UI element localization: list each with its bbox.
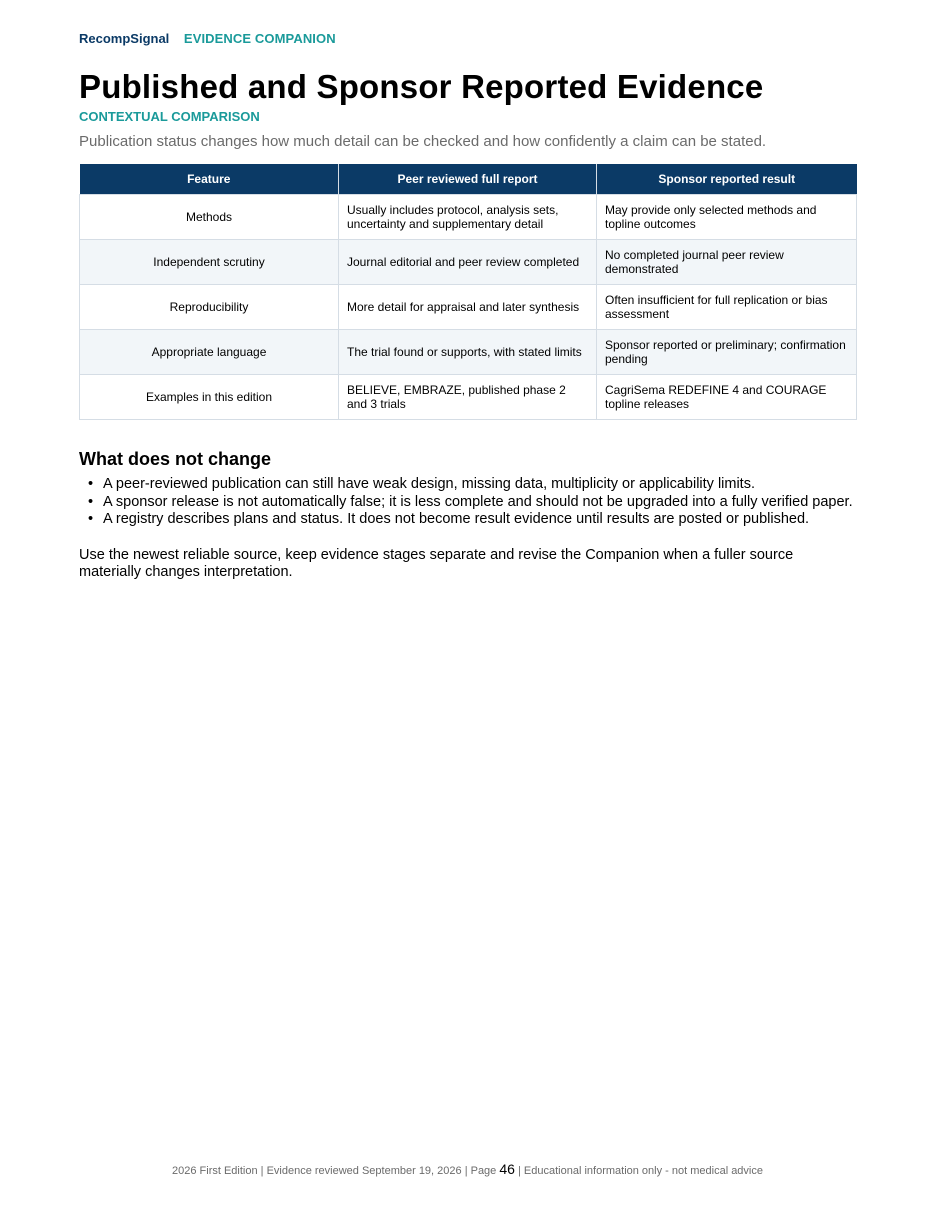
list-item-text: A registry describes plans and status. It does not become result evidence until results are posted or published. <box>103 511 810 527</box>
table-row <box>80 330 857 375</box>
running-head <box>79 31 336 46</box>
table-cell-feature: Reproducibility <box>80 285 339 330</box>
bullet-icon: • <box>88 476 94 492</box>
table-row <box>80 195 857 240</box>
list-item-text: A sponsor release is not automatically false; it is less complete and should not be upgraded into a fully verified paper. <box>103 493 853 510</box>
table-cell-feature: Appropriate language <box>80 330 339 375</box>
table-cell-peer-reviewed: More detail for appraisal and later synthesis <box>339 285 597 330</box>
bullet-list <box>79 476 853 529</box>
bullet-icon: • <box>88 511 94 527</box>
lede: Publication status changes how much detail can be checked and how confidently a claim can be stated. <box>79 133 767 150</box>
footer-disclaimer: | Educational information only - not medical advice <box>518 1165 763 1177</box>
table-cell-feature: Independent scrutiny <box>80 240 339 285</box>
page-footer <box>0 1161 935 1177</box>
table-cell-peer-reviewed: BELIEVE, EMBRAZE, published phase 2 and 3 trials <box>339 375 597 420</box>
column-header-peer-reviewed: Peer reviewed full report <box>339 164 597 195</box>
table-row <box>80 375 857 420</box>
page-number: 46 <box>499 1161 515 1177</box>
table-cell-sponsor-reported: May provide only selected methods and topline outcomes <box>597 195 857 240</box>
table-cell-sponsor-reported: CagriSema REDEFINE 4 and COURAGE topline releases <box>597 375 857 420</box>
list-item-text: A peer-reviewed publication can still have weak design, missing data, multiplicity or applicability limits. <box>103 476 755 492</box>
list-item <box>79 511 853 529</box>
footer-edition: 2026 First Edition | Evidence reviewed September 19, 2026 | Page <box>172 1165 497 1177</box>
table-row <box>80 285 857 330</box>
table-row <box>80 240 857 285</box>
table-cell-peer-reviewed: Journal editorial and peer review completed <box>339 240 597 285</box>
table-cell-sponsor-reported: Often insufficient for full replication or bias assessment <box>597 285 857 330</box>
kicker: CONTEXTUAL COMPARISON <box>79 109 260 124</box>
list-item <box>79 494 853 512</box>
bullet-icon: • <box>88 493 94 510</box>
brand-name: RecompSignal <box>79 31 170 46</box>
table-cell-feature: Examples in this edition <box>80 375 339 420</box>
table-header-row <box>80 164 857 195</box>
comparison-table <box>79 164 857 420</box>
closing-paragraph: Use the newest reliable source, keep evidence stages separate and revise the Companion when a fuller source materially changes interpretation. <box>79 546 794 580</box>
section-heading: What does not change <box>79 449 272 469</box>
table-cell-sponsor-reported: Sponsor reported or preliminary; confirmation pending <box>597 330 857 375</box>
table-cell-peer-reviewed: Usually includes protocol, analysis sets, uncertainty and supplementary detail <box>339 195 597 240</box>
table-cell-peer-reviewed: The trial found or supports, with stated limits <box>339 330 597 375</box>
column-header-sponsor-reported: Sponsor reported result <box>597 164 857 195</box>
table-cell-sponsor-reported: No completed journal peer review demonstrated <box>597 240 857 285</box>
list-item <box>79 476 853 494</box>
column-header-feature: Feature <box>80 164 339 195</box>
table-cell-feature: Methods <box>80 195 339 240</box>
section-tag: EVIDENCE COMPANION <box>183 31 336 46</box>
page-title: Published and Sponsor Reported Evidence <box>79 68 764 105</box>
